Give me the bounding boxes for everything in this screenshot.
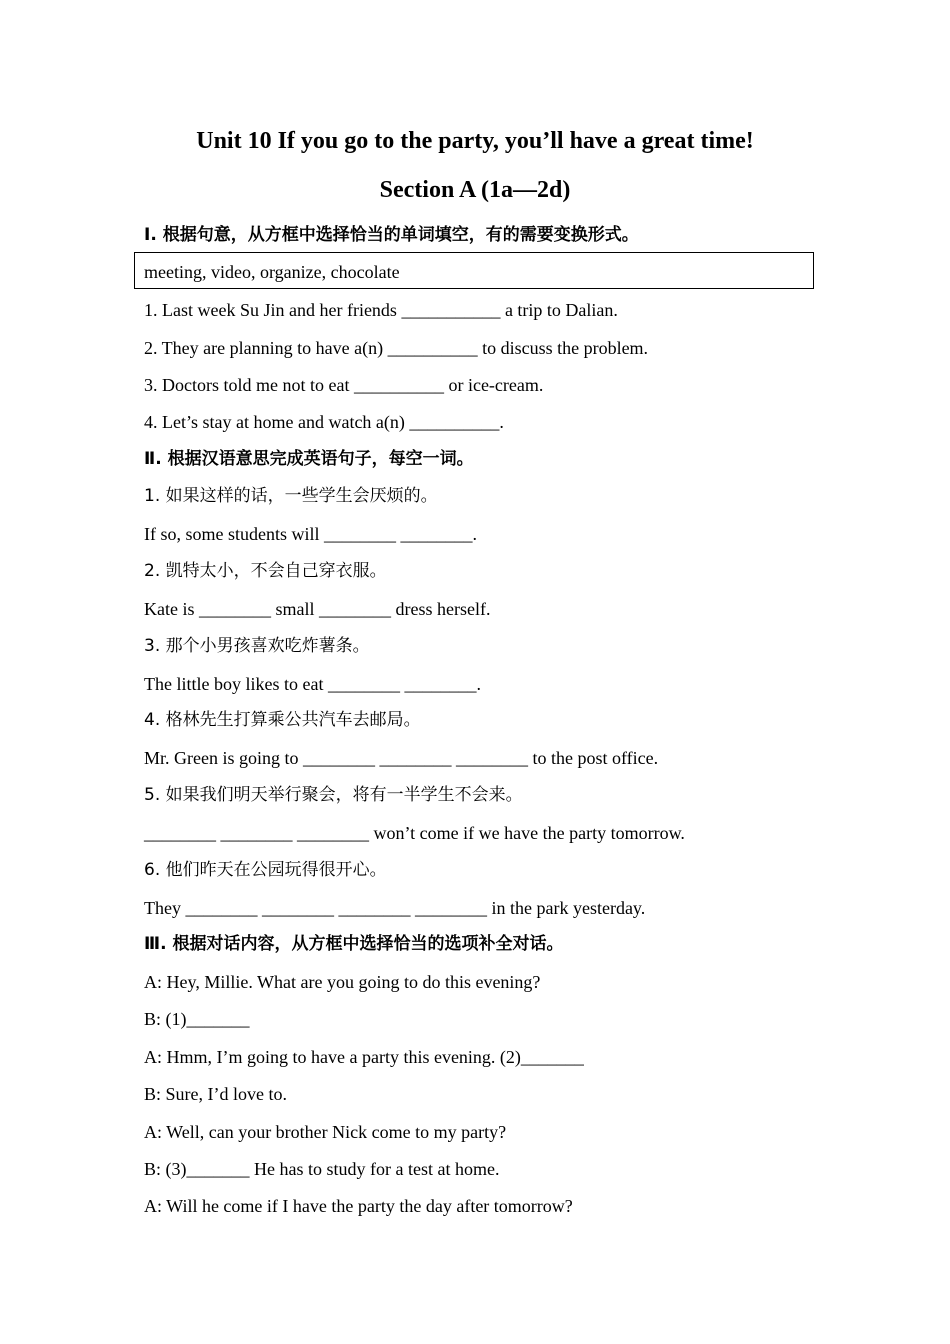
section-title: Section A (1a—2d) [379,177,571,203]
dialogue-line-3: A: Hmm, I’m going to have a party this evening. (2)_______ [144,1047,584,1067]
part2-item-2-en: Kate is ________ small ________ dress herself. [144,599,491,619]
part2-item-3-en: The little boy likes to eat ________ ________. [144,674,481,694]
part1-item-3: 3. Doctors told me not to eat __________ or ice-cream. [144,375,544,395]
part2-item-2-cn: 2. 凯特太小，不会自己穿衣服。 [144,561,387,581]
dialogue-line-5: A: Well, can your brother Nick come to my party? [144,1122,507,1142]
part2-item-5-en: ________ ________ ________ won’t come if we have the party tomorrow. [144,823,685,843]
dialogue-line-7: A: Will he come if I have the party the day after tomorrow? [144,1196,573,1216]
part3-heading: Ⅲ. 根据对话内容，从方框中选择恰当的选项补全对话。 [144,934,564,954]
part2-item-4-en: Mr. Green is going to ________ ________ ________ to the post office. [144,748,659,768]
unit-title: Unit 10 If you go to the party, you’ll have a great time! [196,128,754,154]
part2-item-3-cn: 3. 那个小男孩喜欢吃炸薯条。 [144,636,370,656]
part1-item-4: 4. Let’s stay at home and watch a(n) __________. [144,412,504,432]
part1-item-1: 1. Last week Su Jin and her friends ___________ a trip to Dalian. [144,300,618,320]
part2-item-5-cn: 5. 如果我们明天举行聚会，将有一半学生不会来。 [144,785,523,805]
dialogue-line-6: B: (3)_______ He has to study for a test at home. [144,1159,500,1179]
part2-heading: Ⅱ. 根据汉语意思完成英语句子，每空一词。 [144,449,474,469]
part2-item-6-en: They ________ ________ ________ ________ in the park yesterday. [144,898,646,918]
part2-item-4-cn: 4. 格林先生打算乘公共汽车去邮局。 [144,710,421,730]
part2-item-1-cn: 1. 如果这样的话，一些学生会厌烦的。 [144,486,438,506]
dialogue-line-4: B: Sure, I’d love to. [144,1084,287,1104]
part1-item-2: 2. They are planning to have a(n) __________ to discuss the problem. [144,338,649,358]
part1-heading: Ⅰ. 根据句意，从方框中选择恰当的单词填空，有的需要变换形式。 [144,225,639,245]
word-box-text: meeting, video, organize, chocolate [144,262,400,282]
part2-item-6-cn: 6. 他们昨天在公园玩得很开心。 [144,860,387,880]
dialogue-line-2: B: (1)_______ [144,1009,250,1029]
part2-item-1-en: If so, some students will ________ ________. [144,524,477,544]
dialogue-line-1: A: Hey, Millie. What are you going to do this evening? [144,972,541,992]
word-box [134,252,814,289]
